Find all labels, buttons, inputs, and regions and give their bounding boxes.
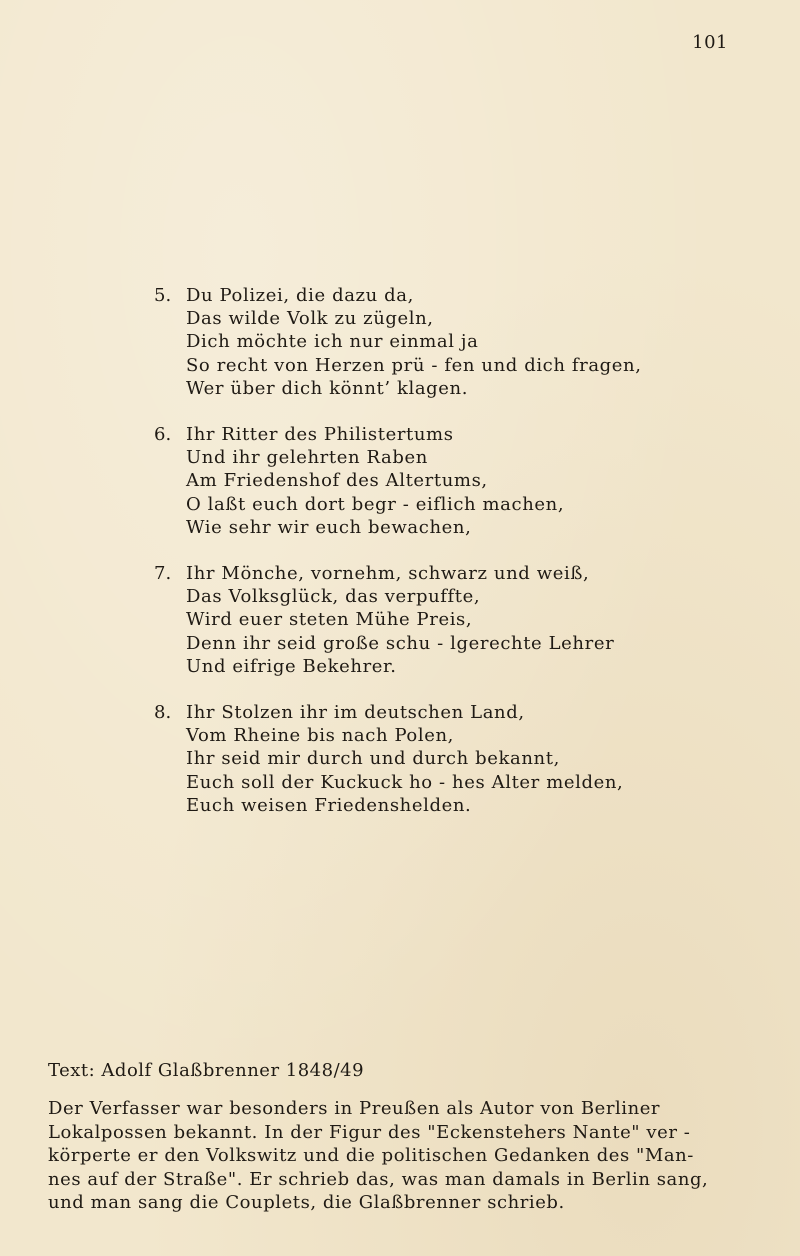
note-line: und man sang die Couplets, die Glaßbrenner schrieb. [48,1192,565,1213]
stanza-lines [186,701,714,817]
verse-line: Wird euer steten Mühe Preis, [186,609,473,631]
verse-line: Denn ihr seid große schu - lgerechte Lehrer [186,632,615,654]
note-line: Lokalpossen bekannt. In der Figur des "Eckenstehers Nante" ver - [48,1121,691,1143]
verse-line: Ihr Stolzen ihr im deutschen Land, [186,702,525,724]
verse-line: So recht von Herzen prü - fen und dich fragen, [186,354,642,376]
verse-line: Ihr Mönche, vornehm, schwarz und weiß, [186,563,590,585]
stanza-8 [154,701,714,817]
stanza-number: 5. [154,285,172,306]
verse-line: Wie sehr wir euch bewachen, [186,516,472,538]
text-source-credit: Text: Adolf Glaßbrenner 1848/49 [48,1060,365,1081]
note-line: körperte er den Volkswitz und die politischen Gedanken des "Man- [48,1145,694,1166]
verse-line: Euch weisen Friedenshelden. [186,794,472,816]
verse-line: Du Polizei, die dazu da, [186,285,414,306]
poem [154,284,714,840]
verse-line: Das wilde Volk zu zügeln, [186,308,434,330]
verse-line: Vom Rheine bis nach Polen, [186,725,454,747]
author-note [48,1097,748,1215]
verse-line: Euch soll der Kuckuck ho - hes Alter melden, [186,771,624,793]
stanza-6 [154,423,714,539]
verse-line: Ihr seid mir durch und durch bekannt, [186,748,560,770]
stanza-number: 6. [154,424,172,446]
verse-line: Ihr Ritter des Philistertums [186,424,454,446]
stanza-lines [186,562,714,678]
verse-line: O laßt euch dort begr - eiflich machen, [186,493,565,515]
stanza-lines [186,423,714,539]
verse-line: Und eifrige Bekehrer. [186,655,397,677]
verse-line: Das Volksglück, das verpuffte, [186,586,481,608]
note-line: nes auf der Straße". Er schrieb das, was man damals in Berlin sang, [48,1168,709,1190]
stanza-lines [186,284,714,400]
verse-line: Wer über dich könnt’ klagen. [186,377,469,399]
stanza-5 [154,284,714,400]
verse-line: Dich möchte ich nur einmal ja [186,331,479,353]
stanza-7 [154,562,714,678]
note-line: Der Verfasser war besonders in Preußen als Autor von Berliner [48,1098,661,1119]
stanza-number: 8. [154,702,172,724]
verse-line: Am Friedenshof des Altertums, [186,470,488,492]
stanza-number: 7. [154,563,172,585]
page-number: 101 [692,32,728,53]
verse-line: Und ihr gelehrten Raben [186,447,428,469]
